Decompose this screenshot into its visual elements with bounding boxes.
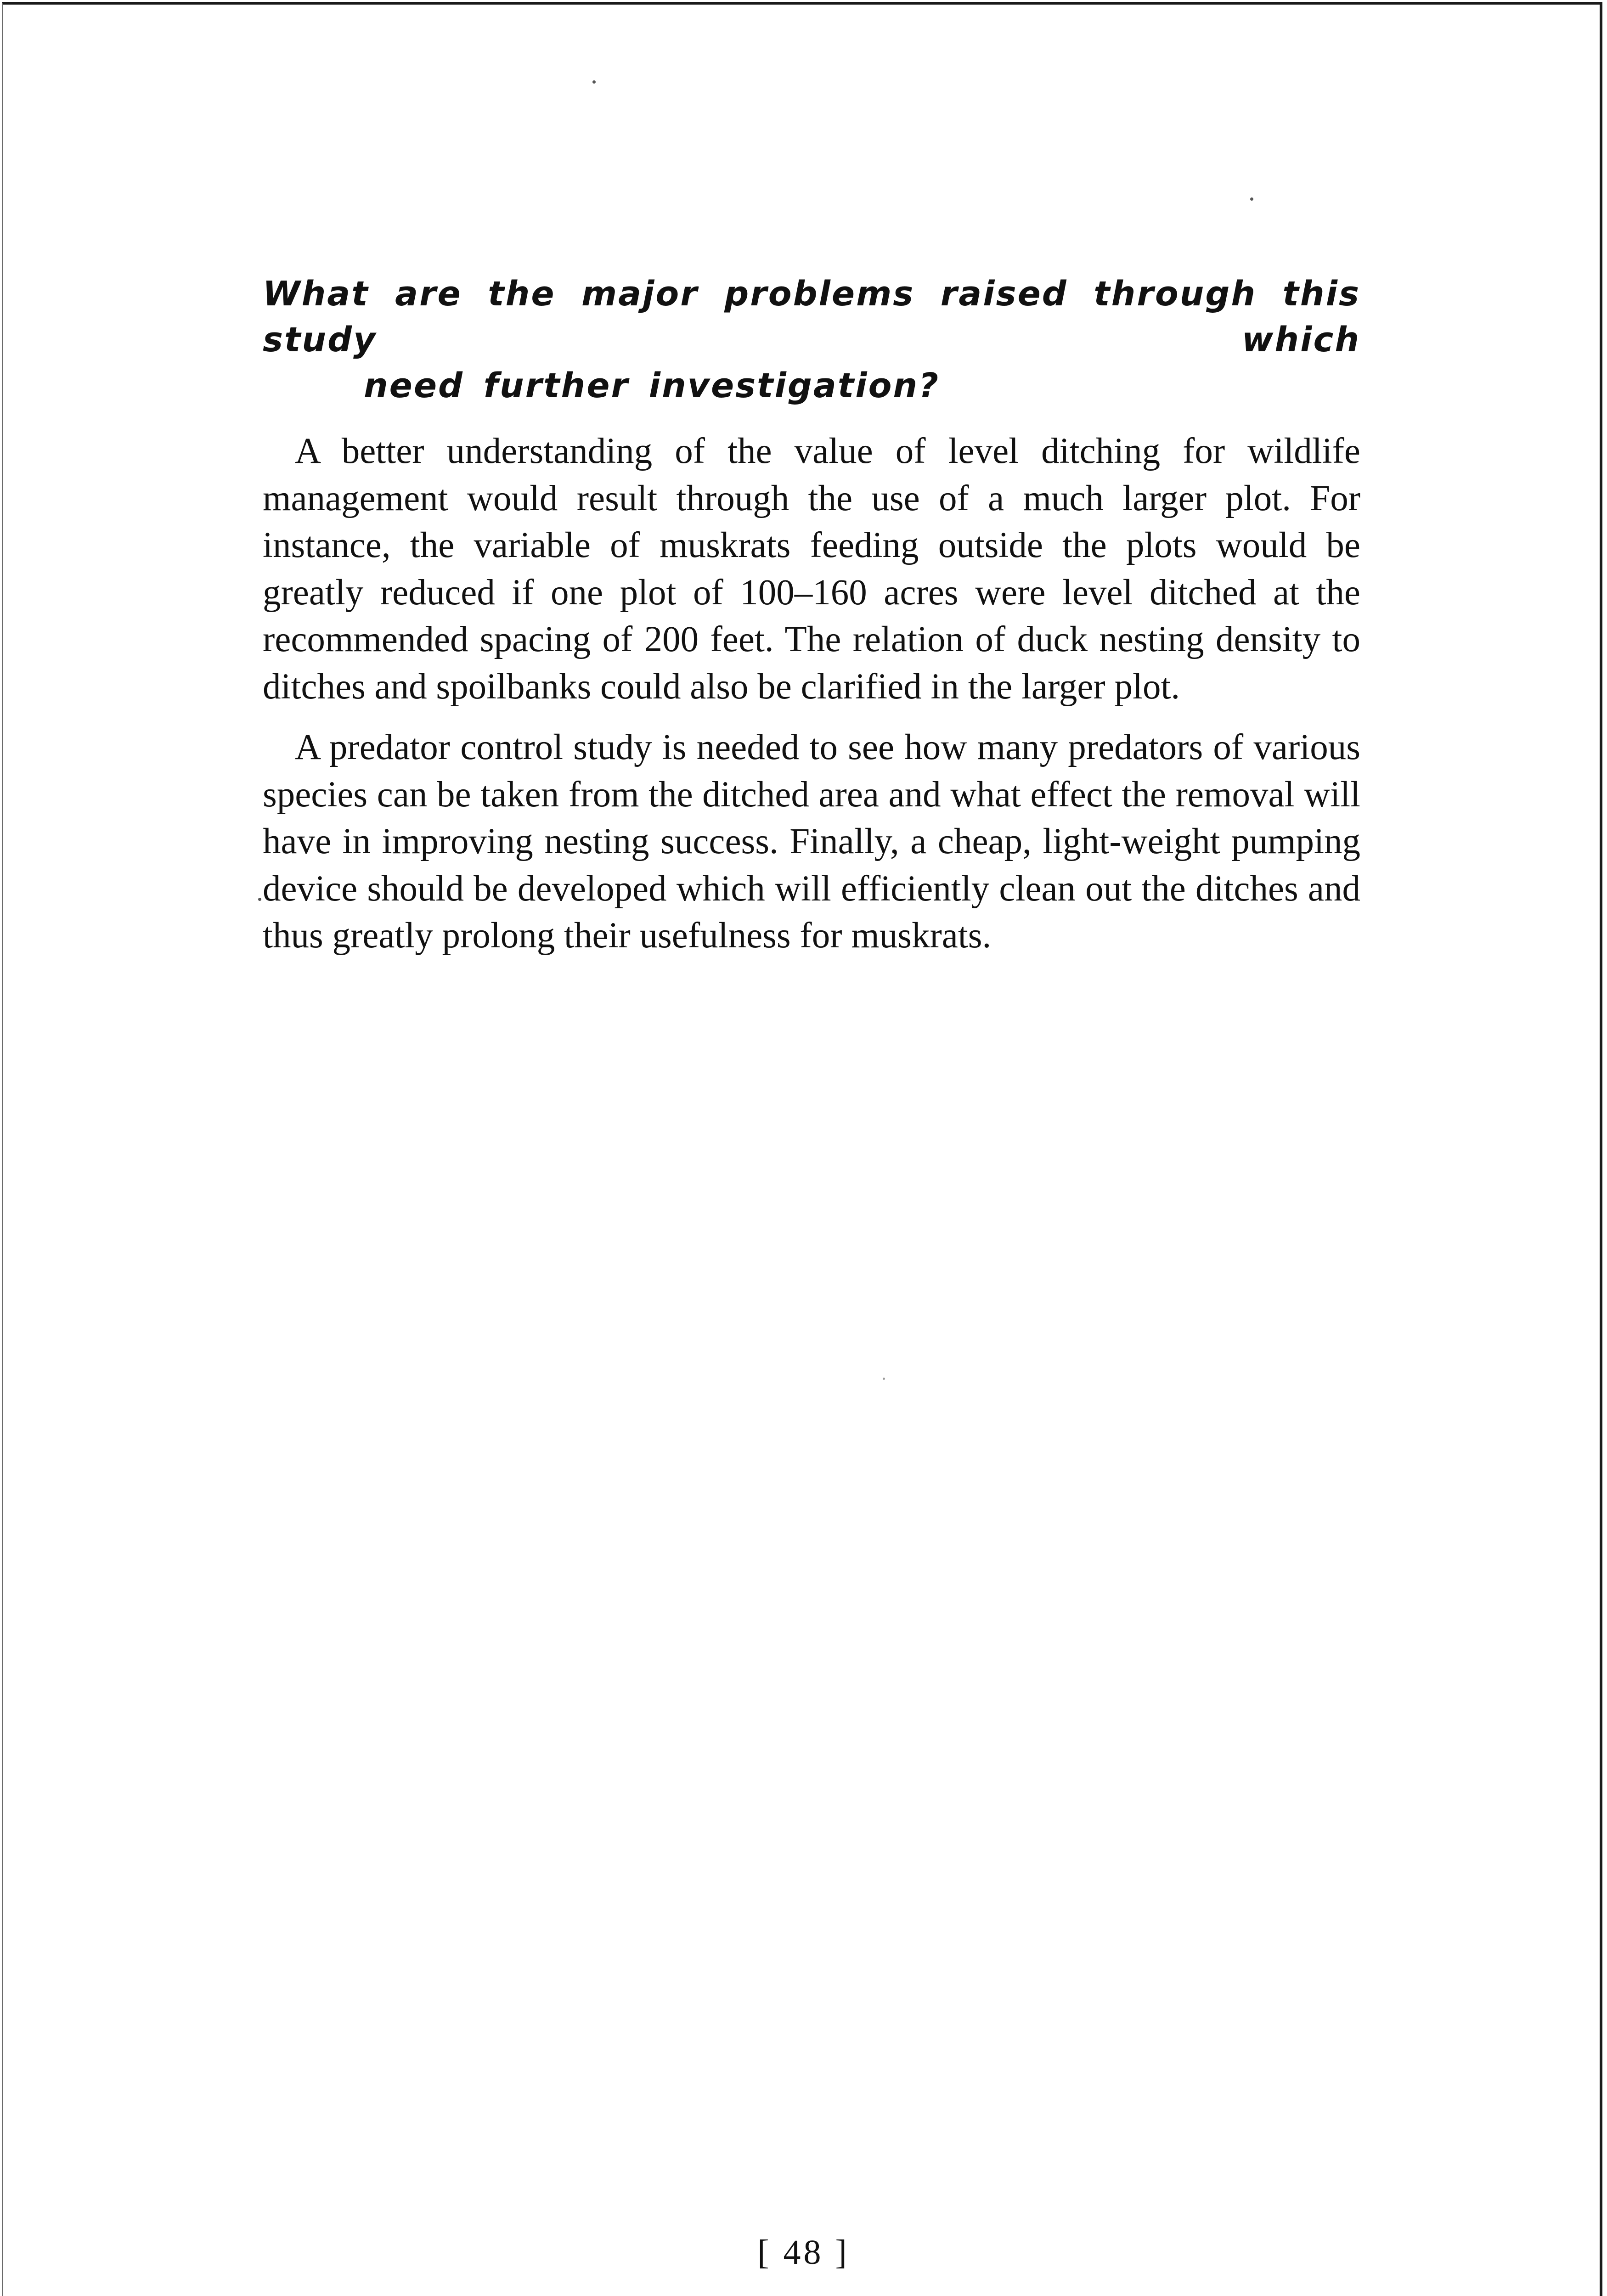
page-body bbox=[263, 271, 1360, 974]
heading-line-2: need further investigation? bbox=[364, 366, 940, 405]
paragraph-2: A predator control study is needed to see how many predators of various species can be taken from the ditched area and what effect the removal will have in improving nesting success. Finally, a cheap, light-weight pumping device should be developed which will efficiently clean out the ditches and thus greatly prolong their usefulness for muskrats. bbox=[263, 727, 1360, 956]
scan-speck bbox=[258, 898, 261, 901]
section-heading bbox=[263, 271, 1360, 409]
scan-speck bbox=[1250, 197, 1253, 201]
page-number: [ 48 ] bbox=[757, 2233, 850, 2272]
scan-speck bbox=[883, 1378, 885, 1380]
heading-line-1: What are the major problems raised through this study which bbox=[263, 274, 1360, 360]
scan-speck bbox=[592, 80, 596, 84]
paragraph-1: A better understanding of the value of level ditching for wildlife management would result through the use of a much larger plot. For instance, the variable of muskrats feeding outside the plots would be greatly reduced if one plot of 100–160 acres were level ditched at the recommended spacing of 200 feet. The relation of duck nesting density to ditches and spoilbanks could also be clarified in the larger plot. bbox=[263, 431, 1360, 707]
